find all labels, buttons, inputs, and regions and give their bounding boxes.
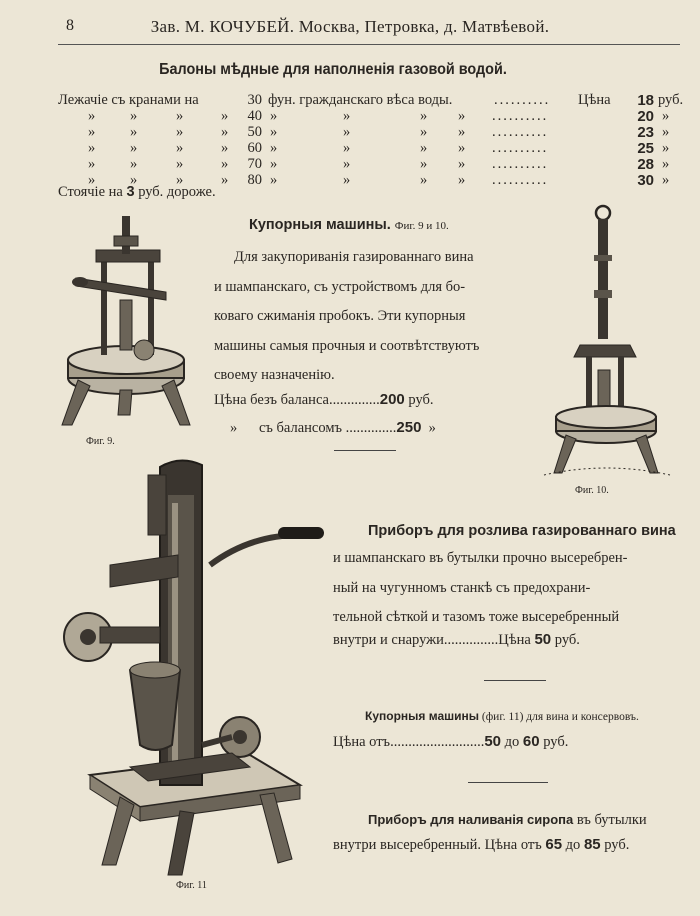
page-number: 8 xyxy=(66,17,74,34)
fig9-illustration xyxy=(56,210,196,435)
table-row: Лежачiе съ кранами на 30 фун. гражданскаго вѣса воды. .......... Цѣна 18 руб. xyxy=(58,92,684,109)
fig9-caption: Фиг. 9. xyxy=(86,436,115,447)
bottling-price: внутри и снаружи...............Цѣна 50 руб. xyxy=(333,631,580,648)
table-row: » » » » 80 » » » » .......... 30 » xyxy=(88,172,670,189)
section-divider xyxy=(334,450,396,451)
syrup-price: внутри высеребренный. Цѣна отъ 65 до 85 руб. xyxy=(333,836,630,853)
bottling-description: и шампанскаго въ бутылки прочно высеребрен- ный на чугунномъ станкѣ съ предохрани- тельной сѣткой и тазомъ тоже высеребренный xyxy=(333,550,628,625)
corking-heading: Купорныя машины. Фиг. 9 и 10. xyxy=(249,217,449,233)
corking-price-with-balance: » съ балансомъ ..............250 » xyxy=(230,419,436,436)
syrup-heading: Приборъ для наливанія сиропа въ бутылки xyxy=(368,812,647,828)
corking11-price: Цѣна отъ..........................50 до 60 руб. xyxy=(333,733,569,750)
corking-description: Для закупориванія газированнаго вина и шампанскаго, съ устройствомъ для бо- коваго сжиманія пробокъ. Эти купорныя машины самыя прочныя и соотвѣтствуютъ своему назначенію. xyxy=(214,249,480,383)
bottling-heading: Приборъ для розлива газированнаго вина xyxy=(368,523,676,539)
fig11-illustration xyxy=(60,455,335,880)
section-divider xyxy=(468,782,548,783)
page-header: Зав. М. КОЧУБЕЙ. Москва, Петровка, д. Матвѣевой. xyxy=(150,17,550,36)
balloons-title: Балоны мѣдные для наполненія газовой водой. xyxy=(159,61,507,78)
table-row: » » » » 40 » » » » .......... 20 » xyxy=(88,108,670,125)
corking-price-without-balance: Цѣна безъ баланса..............200 руб. xyxy=(214,391,434,408)
fig10-caption: Фиг. 10. xyxy=(575,485,609,496)
table-row: » » » » 60 » » » » .......... 25 » xyxy=(88,140,670,157)
section-divider xyxy=(484,680,546,681)
standing-note: Стоячiе на 3 руб. дороже. xyxy=(58,184,216,200)
fig10-illustration xyxy=(540,195,675,480)
header-rule xyxy=(58,44,680,45)
fig11-caption: Фиг. 11 xyxy=(176,880,207,891)
table-row: » » » » 50 » » » » .......... 23 » xyxy=(88,124,670,141)
table-row: » » » » 70 » » » » .......... 28 » xyxy=(88,156,670,173)
corking11-heading: Купорныя машины (фиг. 11) для вина и консервовъ. xyxy=(365,709,639,723)
